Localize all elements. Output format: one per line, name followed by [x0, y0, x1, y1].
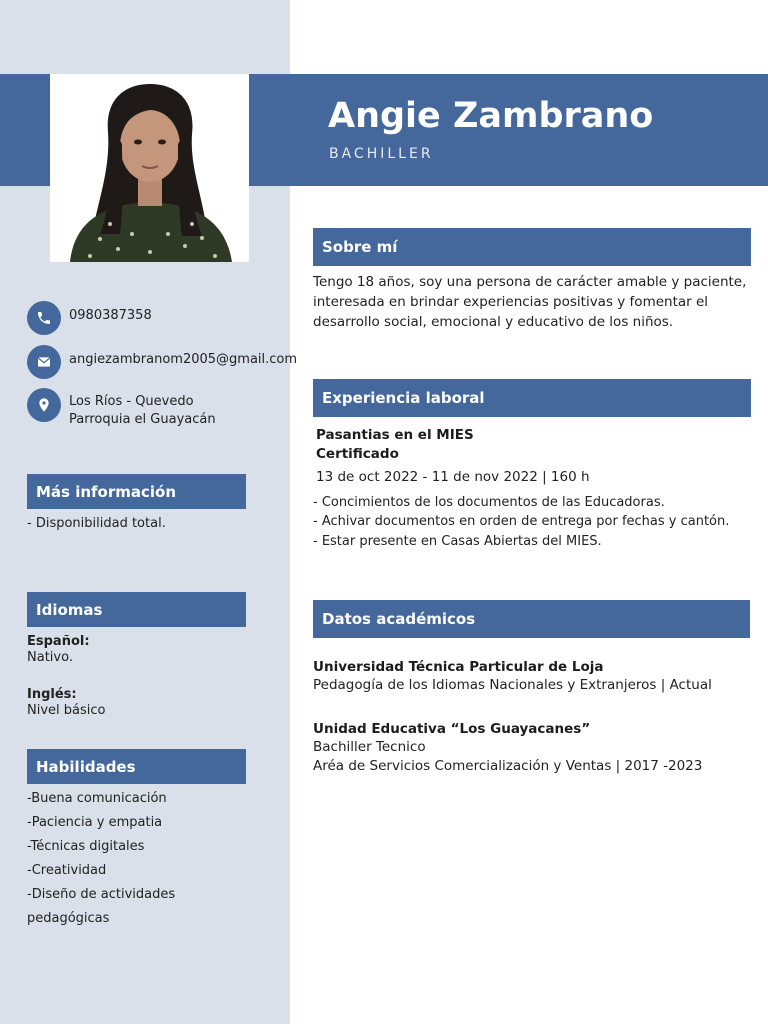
experience-heading: Experiencia laboral — [313, 379, 751, 417]
candidate-name: Angie Zambrano — [328, 96, 654, 136]
language-name: Español: — [27, 634, 90, 649]
email-icon — [27, 345, 61, 379]
job-duty: - Achivar documentos en orden de entrega por fechas y cantón. — [313, 514, 730, 529]
skill-item: -Diseño de actividades — [27, 887, 176, 902]
candidate-role: BACHILLER — [329, 146, 434, 162]
more-info-text: - Disponibilidad total. — [27, 516, 166, 531]
language-level: Nivel básico — [27, 703, 106, 718]
skill-item: -Creatividad — [27, 863, 107, 878]
skill-item: -Paciencia y empatia — [27, 815, 163, 830]
job-subtitle: Certificado — [316, 446, 399, 462]
skills-heading: Habilidades — [27, 749, 246, 784]
address-line-2: Parroquia el Guayacán — [69, 412, 216, 427]
education-detail: Pedagogía de los Idiomas Nacionales y Extranjeros | Actual — [313, 677, 712, 693]
email-address: angiezambranom2005@gmail.com — [69, 352, 298, 367]
profile-photo — [50, 74, 249, 262]
phone-icon — [27, 301, 61, 335]
job-title: Pasantias en el MIES — [316, 427, 474, 443]
education-detail: Bachiller Tecnico — [313, 739, 426, 755]
education-school: Unidad Educativa “Los Guayacanes” — [313, 721, 591, 737]
education-heading: Datos académicos — [313, 600, 750, 638]
skill-item: -Buena comunicación — [27, 791, 167, 806]
skill-item: pedagógicas — [27, 911, 110, 926]
more-info-heading: Más información — [27, 474, 246, 509]
language-level: Nativo. — [27, 650, 73, 665]
phone-number: 0980387358 — [69, 308, 152, 323]
education-detail: Aréa de Servicios Comercialización y Ventas | 2017 -2023 — [313, 758, 703, 774]
education-school: Universidad Técnica Particular de Loja — [313, 659, 604, 675]
skill-item: -Técnicas digitales — [27, 839, 145, 854]
job-duty: - Estar presente en Casas Abiertas del MIES. — [313, 534, 602, 549]
language-name: Inglés: — [27, 687, 77, 702]
address-line-1: Los Ríos - Quevedo — [69, 394, 194, 409]
location-icon — [27, 388, 61, 422]
profile-photo-image — [50, 74, 249, 262]
job-dates: 13 de oct 2022 - 11 de nov 2022 | 160 h — [316, 469, 590, 485]
languages-heading: Idiomas — [27, 592, 246, 627]
about-text: Tengo 18 años, soy una persona de carácter amable y paciente, interesada en brindar experiencias positivas y fomentar el desarrollo social, emocional y educativo de los niños. — [313, 274, 747, 330]
job-duty: - Concimientos de los documentos de las Educadoras. — [313, 495, 665, 510]
about-heading: Sobre mí — [313, 228, 751, 266]
